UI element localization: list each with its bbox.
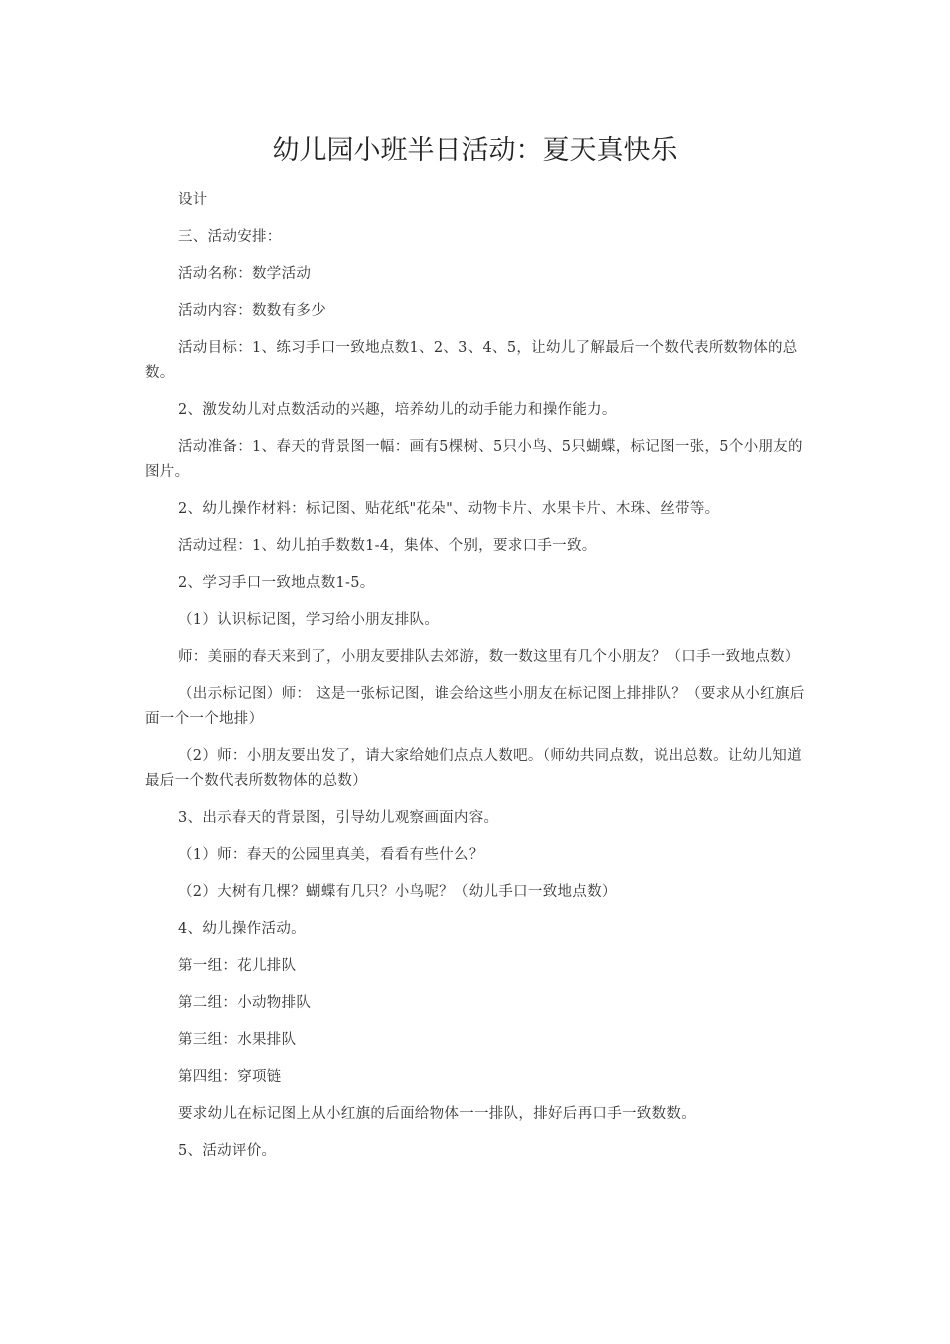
paragraph-process-3: 3、出示春天的背景图，引导幼儿观察画面内容。 <box>178 810 499 826</box>
paragraph-evaluation: 5、活动评价。 <box>178 1143 277 1159</box>
paragraph-teacher-1: 师：美丽的春天来到了，小朋友要排队去郊游，数一数这里有几个小朋友？（口手一致地点数） <box>178 649 800 665</box>
paragraph-group-1: 第一组：花儿排队 <box>178 958 297 974</box>
paragraph-step-2: （2）师：小朋友要出发了，请大家给她们点点人数吧。（师幼共同点数，说出总数。让幼儿知道最后一个数代表所数物体的总数） <box>145 748 802 789</box>
paragraph-group-2: 第二组：小动物排队 <box>178 995 312 1011</box>
paragraph-activity-content: 活动内容：数数有多少 <box>178 303 326 319</box>
paragraph-step-1: （1）认识标记图，学习给小朋友排队。 <box>178 612 440 628</box>
paragraph-process-1: 活动过程：1、幼儿拍手数数1-4，集体、个别，要求口手一致。 <box>178 538 597 554</box>
document-body <box>145 188 810 1176</box>
paragraph-activity-goal-1: 活动目标：1、练习手口一致地点数1、2、3、4、5，让幼儿了解最后一个数代表所数物体的总数。 <box>145 340 798 381</box>
paragraph-preparation-2: 2、幼儿操作材料：标记图、贴花纸"花朵"、动物卡片、水果卡片、木珠、丝带等。 <box>178 501 720 517</box>
paragraph-group-3: 第三组：水果排队 <box>178 1032 297 1048</box>
paragraph-activity-goal-2: 2、激发幼儿对点数活动的兴趣，培养幼儿的动手能力和操作能力。 <box>178 402 617 418</box>
paragraph-observe-1: （1）师：春天的公园里真美，看看有些什么？ <box>178 847 484 863</box>
paragraph-observe-2: （2）大树有几棵？蝴蝶有几只？小鸟呢？（幼儿手口一致地点数） <box>178 884 617 900</box>
paragraph-process-4: 4、幼儿操作活动。 <box>178 921 306 937</box>
paragraph-requirement: 要求幼儿在标记图上从小红旗的后面给物体一一排队，排好后再口手一致数数。 <box>178 1106 696 1122</box>
paragraph-design: 设计 <box>178 192 208 208</box>
paragraph-section-heading: 三、活动安排： <box>178 229 282 245</box>
document-title: 幼儿园小班半日活动：夏天真快乐 <box>272 135 678 166</box>
paragraph-activity-name: 活动名称：数学活动 <box>178 266 312 282</box>
paragraph-process-2: 2、学习手口一致地点数1-5。 <box>178 575 375 591</box>
paragraph-preparation-1: 活动准备：1、春天的背景图一幅：画有5棵树、5只小鸟、5只蝴蝶，标记图一张，5个小朋友的图片。 <box>145 439 803 480</box>
paragraph-teacher-2: （出示标记图）师： 这是一张标记图，谁会给这些小朋友在标记图上排排队？（要求从小红旗后面一个一个地排） <box>145 686 805 727</box>
paragraph-group-4: 第四组：穿项链 <box>178 1069 282 1085</box>
